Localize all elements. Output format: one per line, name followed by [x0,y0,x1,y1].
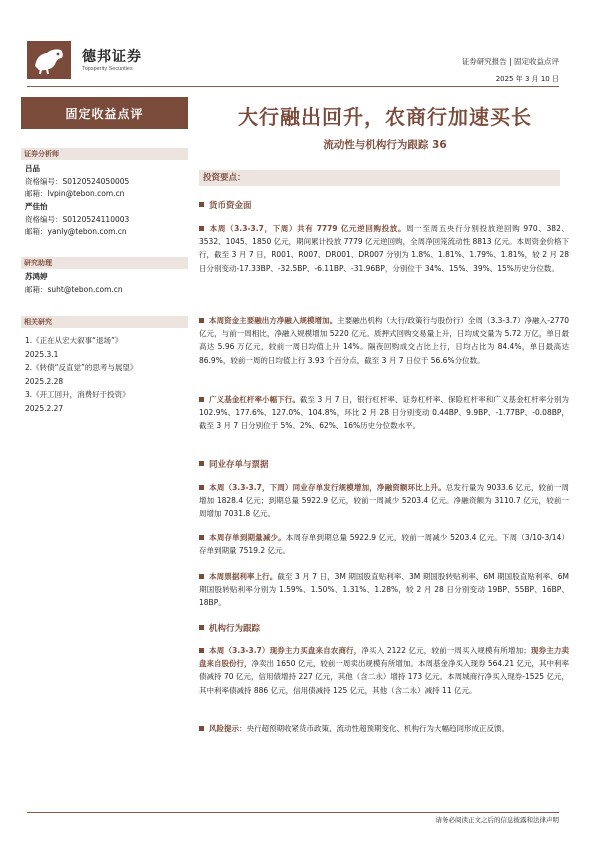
analyst-section-title: 证券分析师 [21,148,188,160]
analyst-email[interactable]: 邮箱：yanly@tebon.com.cn [25,227,127,236]
page-title: 大行融出回升，农商行加速买长 [238,105,532,129]
section-heading-institution: 机构行为跟踪 [199,622,260,634]
square-bullet-icon [199,726,204,731]
square-bullet-icon [199,535,204,540]
square-bullet-icon [199,485,204,490]
assistant-name: 苏鸿婷 [25,272,48,281]
assistant-section-title: 研究助理 [21,257,188,269]
analyst-block-2 [25,201,129,239]
analyst-block-1 [25,163,129,201]
section-heading-cd: 同业存单与票据 [199,458,269,470]
square-bullet-icon [199,461,204,466]
paragraph-net-financing: 本周资金主要融出方净融入规模增加。主要融出机构（大行/政策行与股份行）全周（3.3-3.7）净融入-2770 亿元，与前一周相比，净融入规模增加 5220 亿元。质押式回购交易量上升，日均成交量为 5.72 万亿，单日最高达 5.96 万亿元，较前一周日均值上升 14%。隔夜回购成交占比上行，日均占比为 84.4%，单日最高达 86.9%，较前一周的日均值上行 3.93 个百分点，截至 3 月 7 日位于 56.6%分位数。 [199,316,570,365]
analyst-name: 吕品 [25,164,40,173]
analyst-email[interactable]: 邮箱：lvpin@tebon.com.cn [25,189,125,198]
paragraph-leverage: 广义基金杠杆率小幅下行。截至 3 月 7 日，银行杠杆率、证券杠杆率、保险杠杆率和广义基金杠杆率分别为 102.9%、177.6%、127.0%、104.8%，环比 2 月 28 日分别变动 0.44BP、9.9BP、-1.77BP、-0.08BP，截至 3 月 7 日分别位于 5%、2%、62%、16%历史分位数水平。 [199,395,570,431]
report-type: 证券研究报告 | 固定收益点评 [461,57,559,66]
related-list [25,334,137,415]
square-bullet-icon [199,226,204,231]
logo-bull-icon [31,44,67,76]
related-item[interactable]: 1.《正在从宏大叙事“退场”》 [25,336,123,345]
square-bullet-icon [199,574,204,579]
key-points-bar: 投资要点： [199,170,560,186]
report-date: 2025 年 3 月 10 日 [495,75,559,83]
square-bullet-icon [199,625,204,630]
related-item[interactable]: 2.《转债“反直觉”的思考与展望》 [25,363,138,372]
square-bullet-icon [199,397,204,402]
related-date: 2025.2.27 [25,403,64,413]
analyst-cert: 资格编号：S0120524050005 [25,176,130,186]
footer-divider [27,812,559,813]
logo [27,41,71,79]
paragraph-cd-maturity: 本周存单到期量减少。本周存单到期总量 5922.9 亿元，较前一周减少 5203.4 亿元。下周（3/10-3/14）存单到期量 7519.2 亿元。 [199,533,569,556]
square-bullet-icon [199,318,204,323]
analyst-cert: 资格编号：S0120524110003 [25,214,130,224]
category-label: 固定收益点评 [21,97,188,129]
brand-english: Topsperity Securities [82,66,133,72]
assistant-block [25,271,123,296]
page-subtitle: 流动性与机构行为跟踪 36 [323,139,447,151]
paragraph-cd-issuance: 本周（3.3-3.7，下周）同业存单发行规模增加，净融资额环比上升。总发行量为 9033.6 亿元，较前一周增加 1828.4 亿元；到期总量 5922.9 亿元，较前一周减少 5203.4 亿元。净融资额为 3110.7 亿元，较前一周增加 7031.8 亿元。 [199,483,570,519]
brand-name: 德邦证券 [82,49,142,65]
square-bullet-icon [199,202,204,207]
paragraph-institution: 本周（3.3-3.7）现券主力买盘来自农商行，净买入 2122 亿元，较前一周买入规模有所增加；现券主力卖盘来自股份行，净卖出 1650 亿元，较前一周卖出规模有所增加。本周基金净买入现券 564.21 亿元，其中利率债减持 70 亿元，信用债增持 227 亿元，其他（含二永）增持 173 亿元。本周城商行净买入现券-1525 亿元，其中利率债减持 886 亿元，信用债减持 125 亿元，其他（含二永）减持 11 亿元。 [199,646,570,695]
footer-disclaimer: 请务必阅读正文之后的信息披露和法律声明 [435,816,559,824]
related-item[interactable]: 3.《开工回升，消费好于投资》 [25,390,130,399]
related-section-title: 相关研究 [21,316,188,328]
square-bullet-icon [199,648,204,653]
analyst-name: 严佳怡 [25,202,48,211]
paragraph-reverse-repo: 本周（3.3-3.7，下周）共有 7779 亿元逆回购投放。周一至周五央行分别投放逆回购 970、382、3532、1045、1850 亿元，期间累计投放 7779 亿元逆回购，全周净回笼流动性 8813 亿元。本周资金价格下行，截至 3 月 7 日，R001、R007、DR001、DR007 分别为 1.8%、1.81%、1.79%、1.81%，较 2 月 28 日分别变动-17.33BP、-32.5BP、-6.11BP、-31.96BP，分别位于 34%、15%、39%、15%历史分位数。 [199,224,570,273]
related-date: 2025.2.28 [25,376,64,386]
header-divider [27,86,559,87]
section-heading-money: 货币资金面 [199,199,252,211]
related-date: 2025.3.1 [25,349,59,359]
assistant-email[interactable]: 邮箱：suht@tebon.com.cn [25,284,123,294]
paragraph-bill-rates: 本周票据利率上行。截至 3 月 7 日，3M 期国股直贴利率、3M 期国股转贴利率、6M 期国股直贴利率、6M 期国股转贴利率分别为 1.59%、1.50%、1.31%、1.28%，较 2 月 28 日分别变动 19BP、55BP、16BP、18BP。 [199,572,570,608]
paragraph-risk: 风险提示：央行超预期收紧货币政策、流动性超预期变化、机构行为大幅趋同形成正反馈。 [199,722,569,735]
